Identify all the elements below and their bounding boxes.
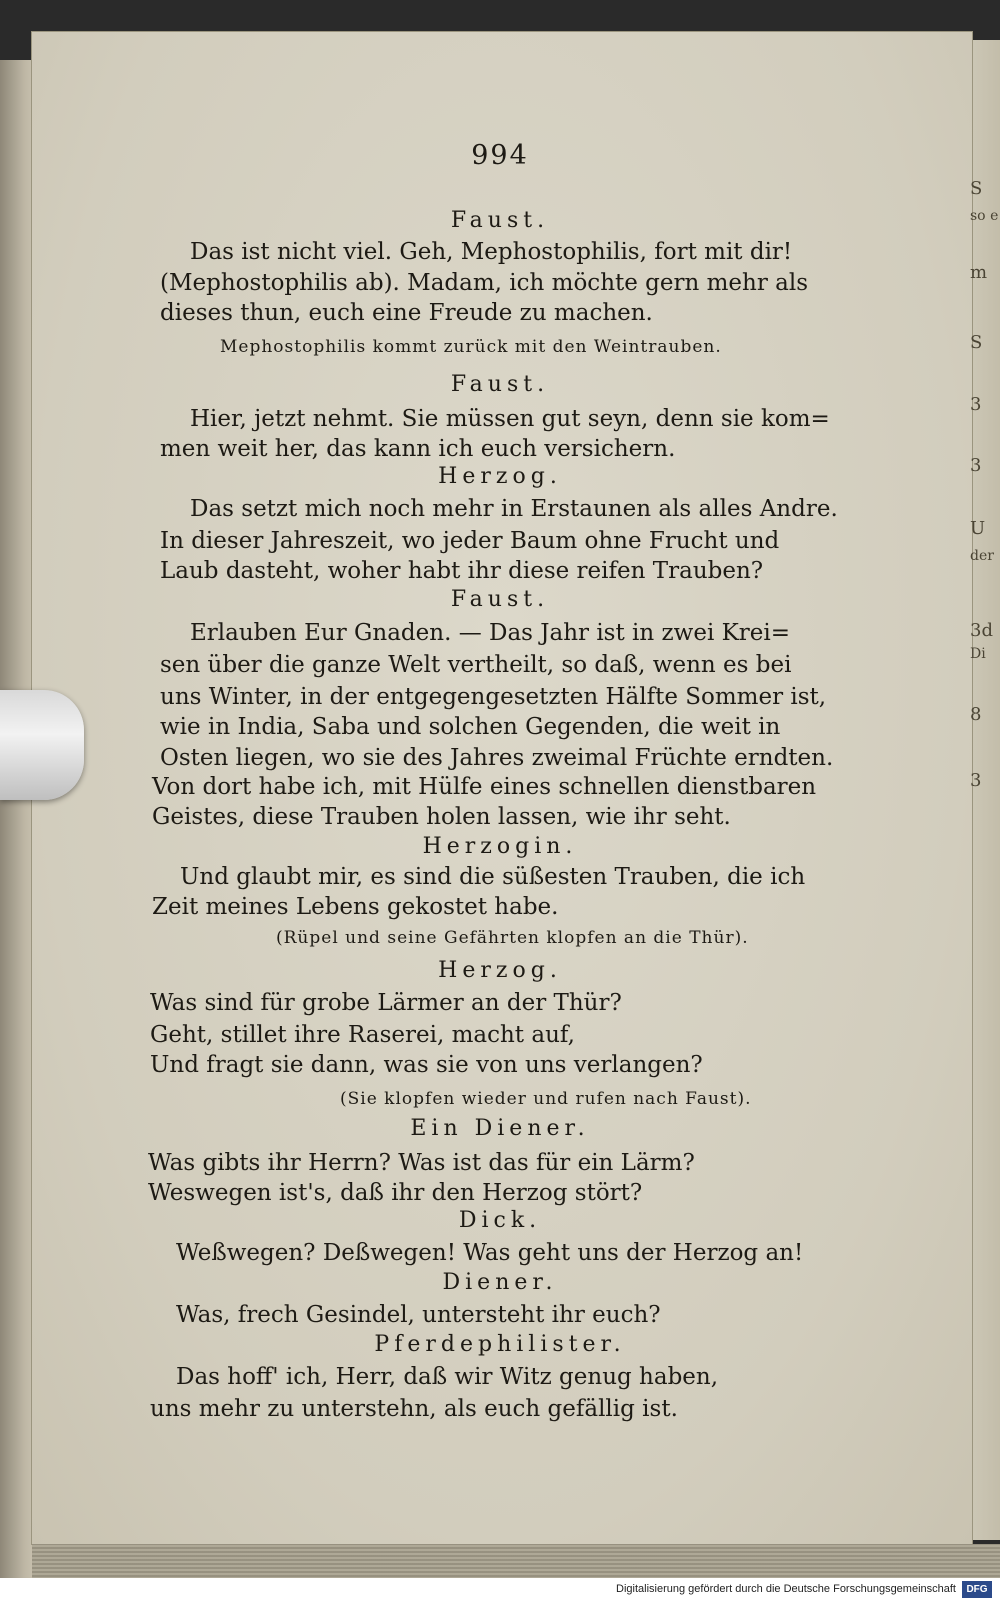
footer-bar [0,1578,1000,1602]
margin-fragment: 8 [970,704,982,725]
text-line: Weßwegen? Deßwegen! Was geht uns der Herzog an! [176,1240,804,1266]
text-line: uns mehr zu unterstehn, als euch gefällig ist. [150,1396,678,1422]
text-line: Erlauben Eur Gnaden. — Das Jahr ist in zwei Krei= [190,620,791,646]
text-line: Geistes, diese Trauben holen lassen, wie ihr seht. [152,804,731,830]
text-line: Von dort habe ich, mit Hülfe eines schnellen dienstbaren [152,774,817,800]
margin-fragment: U [970,518,986,539]
text-line: Was sind für grobe Lärmer an der Thür? [150,990,622,1016]
text-line: Geht, stillet ihre Raserei, macht auf, [150,1022,575,1048]
speaker-heading: Herzog. [438,464,562,489]
speaker-heading: Herzog. [438,958,562,983]
stage-direction: Mephostophilis kommt zurück mit den Weintrauben. [220,337,722,357]
margin-fragment: S [970,332,983,353]
dfg-logo-badge: DFG [962,1581,992,1598]
margin-fragment: 3d [970,620,993,641]
text-line: Laub dasteht, woher habt ihr diese reifen Trauben? [160,558,764,584]
text-line: Was gibts ihr Herrn? Was ist das für ein Lärm? [148,1150,695,1176]
text-line: sen über die ganze Welt vertheilt, so daß, wenn es bei [160,652,792,678]
text-line: In dieser Jahreszeit, wo jeder Baum ohne Frucht und [160,528,780,554]
speaker-heading: Faust. [450,372,550,397]
page-stack-edge [32,1544,1000,1578]
text-line: dieses thun, euch eine Freude zu machen. [160,300,653,326]
text-line: Hier, jetzt nehmt. Sie müssen gut seyn, denn sie kom= [190,406,830,432]
speaker-heading: Diener. [442,1270,558,1295]
speaker-heading: Faust. [450,587,550,612]
text-line: Was, frech Gesindel, untersteht ihr euch? [176,1302,661,1328]
margin-fragment: so e [970,208,999,224]
text-line: Und fragt sie dann, was sie von uns verlangen? [150,1052,703,1078]
text-line: Weswegen ist's, daß ihr den Herzog stört? [148,1180,643,1206]
text-line: Das ist nicht viel. Geh, Mephostophilis, fort mit dir! [190,239,793,265]
text-line: uns Winter, in der entgegengesetzten Hälfte Sommer ist, [160,684,827,710]
speaker-heading: Dick. [458,1208,542,1233]
text-line: Zeit meines Lebens gekostet habe. [152,894,559,920]
stage-direction: (Sie klopfen wieder und rufen nach Faust). [340,1089,752,1109]
text-line: men weit her, das kann ich euch versichern. [160,436,676,462]
margin-fragment: Di [970,646,986,662]
text-line: Das hoff' ich, Herr, daß wir Witz genug haben, [176,1364,719,1390]
margin-fragment: 3 [970,394,982,415]
margin-fragment: m [970,262,988,283]
text-line: wie in India, Saba und solchen Gegenden, die weit in [160,714,781,740]
thumb-holder [0,690,84,800]
footer-credit: Digitalisierung gefördert durch die Deutsche Forschungsgemeinschaft [616,1583,956,1595]
text-line: (Mephostophilis ab). Madam, ich möchte gern mehr als [160,270,809,296]
margin-fragment: der [970,548,994,564]
speaker-heading: Ein Diener. [410,1116,590,1141]
speaker-heading: Herzogin. [422,834,578,859]
speaker-heading: Pferdephilister. [374,1332,626,1357]
text-line: Und glaubt mir, es sind die süßesten Trauben, die ich [180,864,806,890]
page-number: 994 [471,140,529,171]
stage-direction: (Rüpel und seine Gefährten klopfen an die Thür). [276,928,749,948]
speaker-heading: Faust. [450,208,550,233]
margin-fragment: 3 [970,455,982,476]
margin-fragment: 3 [970,770,982,791]
margin-fragment: S [970,178,983,199]
text-line: Das setzt mich noch mehr in Erstaunen als alles Andre. [190,496,838,522]
text-line: Osten liegen, wo sie des Jahres zweimal Früchte erndten. [160,745,834,771]
